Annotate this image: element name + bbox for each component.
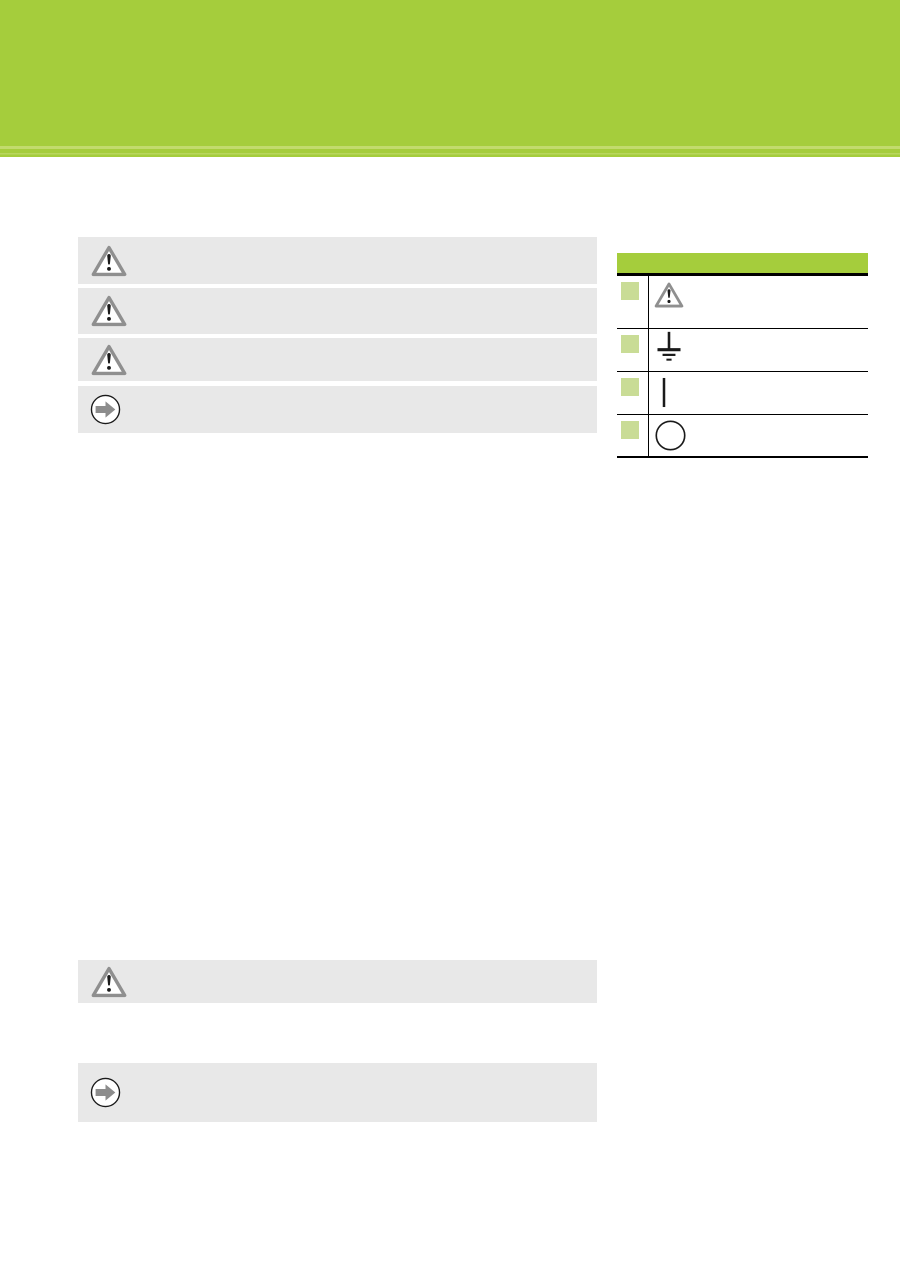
warning-triangle-icon [653,281,685,309]
key-cell [617,329,649,371]
table-row [617,372,868,415]
symbol-table-body [617,273,868,458]
circle-icon [655,420,686,451]
symbol-cell [649,372,868,414]
key-swatch [621,421,639,439]
symbol-cell [649,276,868,328]
table-row [617,415,868,458]
table-row [617,329,868,372]
warning-triangle-icon [90,343,128,377]
key-cell [617,415,649,456]
warning-triangle-icon [90,965,128,999]
protective-earth-icon [655,330,683,365]
key-cell [617,276,649,328]
symbol-table [617,253,868,458]
symbol-cell [649,415,868,456]
notice-box-5 [78,960,597,1003]
symbol-table-header [617,253,868,273]
symbol-cell [649,329,868,371]
key-swatch [621,282,639,300]
key-swatch [621,335,639,353]
note-arrow-icon [90,1077,121,1108]
key-cell [617,372,649,414]
notice-box-4 [78,386,597,433]
warning-triangle-icon [90,244,128,278]
warning-triangle-icon [90,294,128,328]
notice-box-3 [78,338,597,381]
table-row [617,276,868,329]
notice-box-1 [78,237,597,284]
note-arrow-icon [90,394,121,425]
key-swatch [621,378,639,396]
notice-box-6 [78,1063,597,1122]
vertical-bar-icon [661,377,667,408]
header-band [0,0,900,157]
notice-box-2 [78,288,597,334]
